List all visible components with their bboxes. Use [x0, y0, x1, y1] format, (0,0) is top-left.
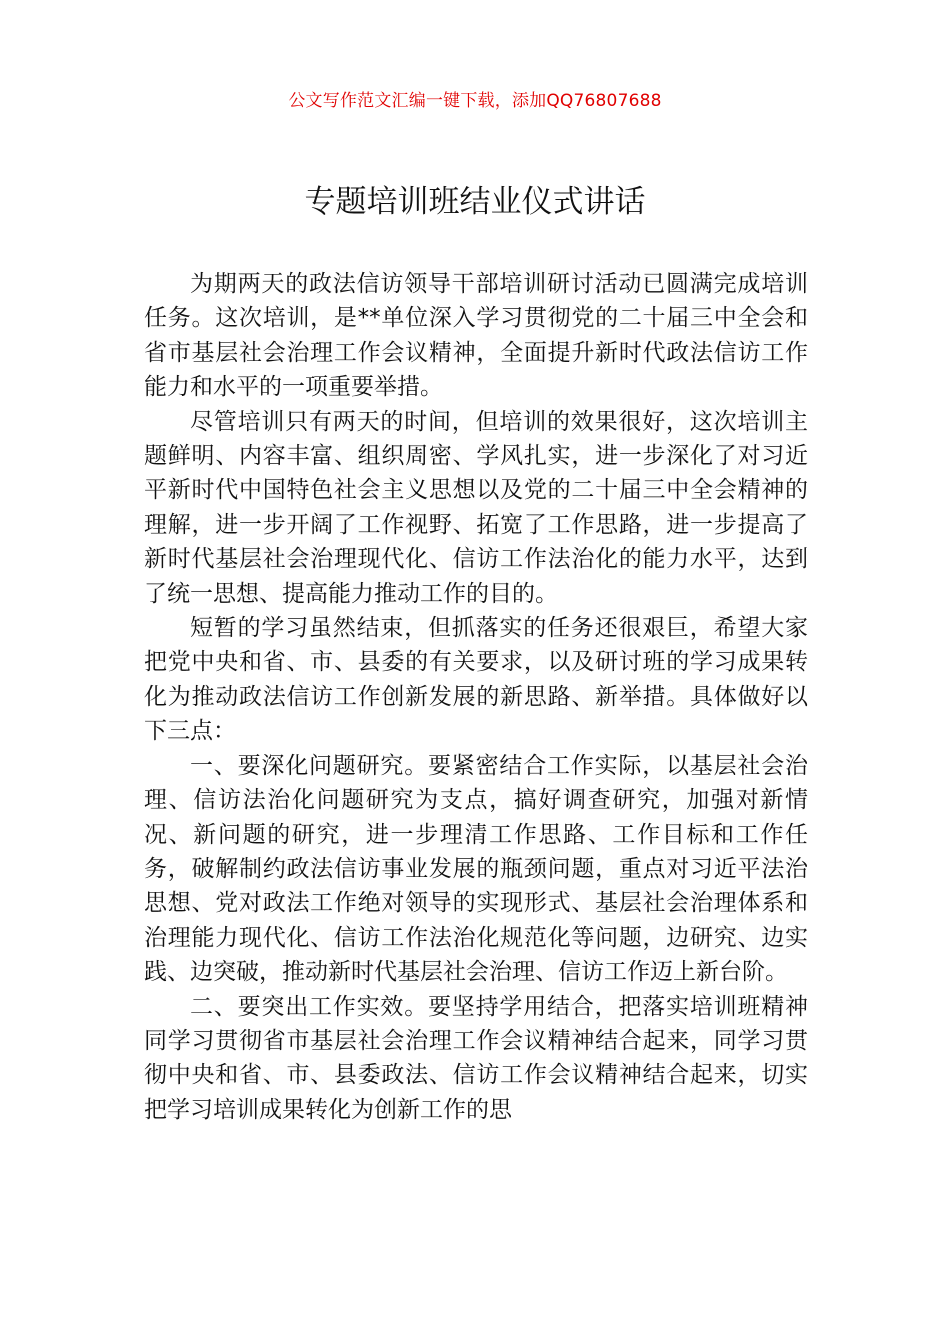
- paragraph-2: 尽管培训只有两天的时间，但培训的效果很好，这次培训主题鲜明、内容丰富、组织周密、学风扎实，进一步深化了对习近平新时代中国特色社会主义思想以及党的二十届三中全会精神的理解，进一步开阔了工作视野、拓宽了工作思路，进一步提高了新时代基层社会治理现代化、信访工作法治化的能力水平，达到了统一思想、提高能力推动工作的目的。: [144, 408, 808, 607]
- document-body: [144, 267, 808, 1127]
- document-title: 专题培训班结业仪式讲话: [304, 184, 646, 220]
- paragraph-4: 一、要深化问题研究。要紧密结合工作实际，以基层社会治理、信访法治化问题研究为支点，搞好调查研究，加强对新情况、新问题的研究，进一步理清工作思路、工作目标和工作任务，破解制约政法信访事业发展的瓶颈问题，重点对习近平法治思想、党对政法工作绝对领导的实现形式、基层社会治理体系和治理能力现代化、信访工作法治化规范化等问题，边研究、边实践、边突破，推动新时代基层社会治理、信访工作迈上新台阶。: [144, 752, 808, 986]
- paragraph-5: 二、要突出工作实效。要坚持学用结合，把落实培训班精神同学习贯彻省市基层社会治理工作会议精神结合起来，同学习贯彻中央和省、市、县委政法、信访工作会议精神结合起来，切实把学习培训成果转化为创新工作的思: [144, 993, 808, 1123]
- paragraph-3: 短暂的学习虽然结束，但抓落实的任务还很艰巨，希望大家把党中央和省、市、县委的有关要求，以及研讨班的学习成果转化为推动政法信访工作创新发展的新思路、新举措。具体做好以下三点：: [144, 615, 808, 745]
- paragraph-1: 为期两天的政法信访领导干部培训研讨活动已圆满完成培训任务。这次培训，是**单位深入学习贯彻党的二十届三中全会和省市基层社会治理工作会议精神，全面提升新时代政法信访工作能力和水平的一项重要举措。: [144, 271, 808, 401]
- download-notice: 公文写作范文汇编一键下载，添加QQ76807688: [288, 91, 662, 111]
